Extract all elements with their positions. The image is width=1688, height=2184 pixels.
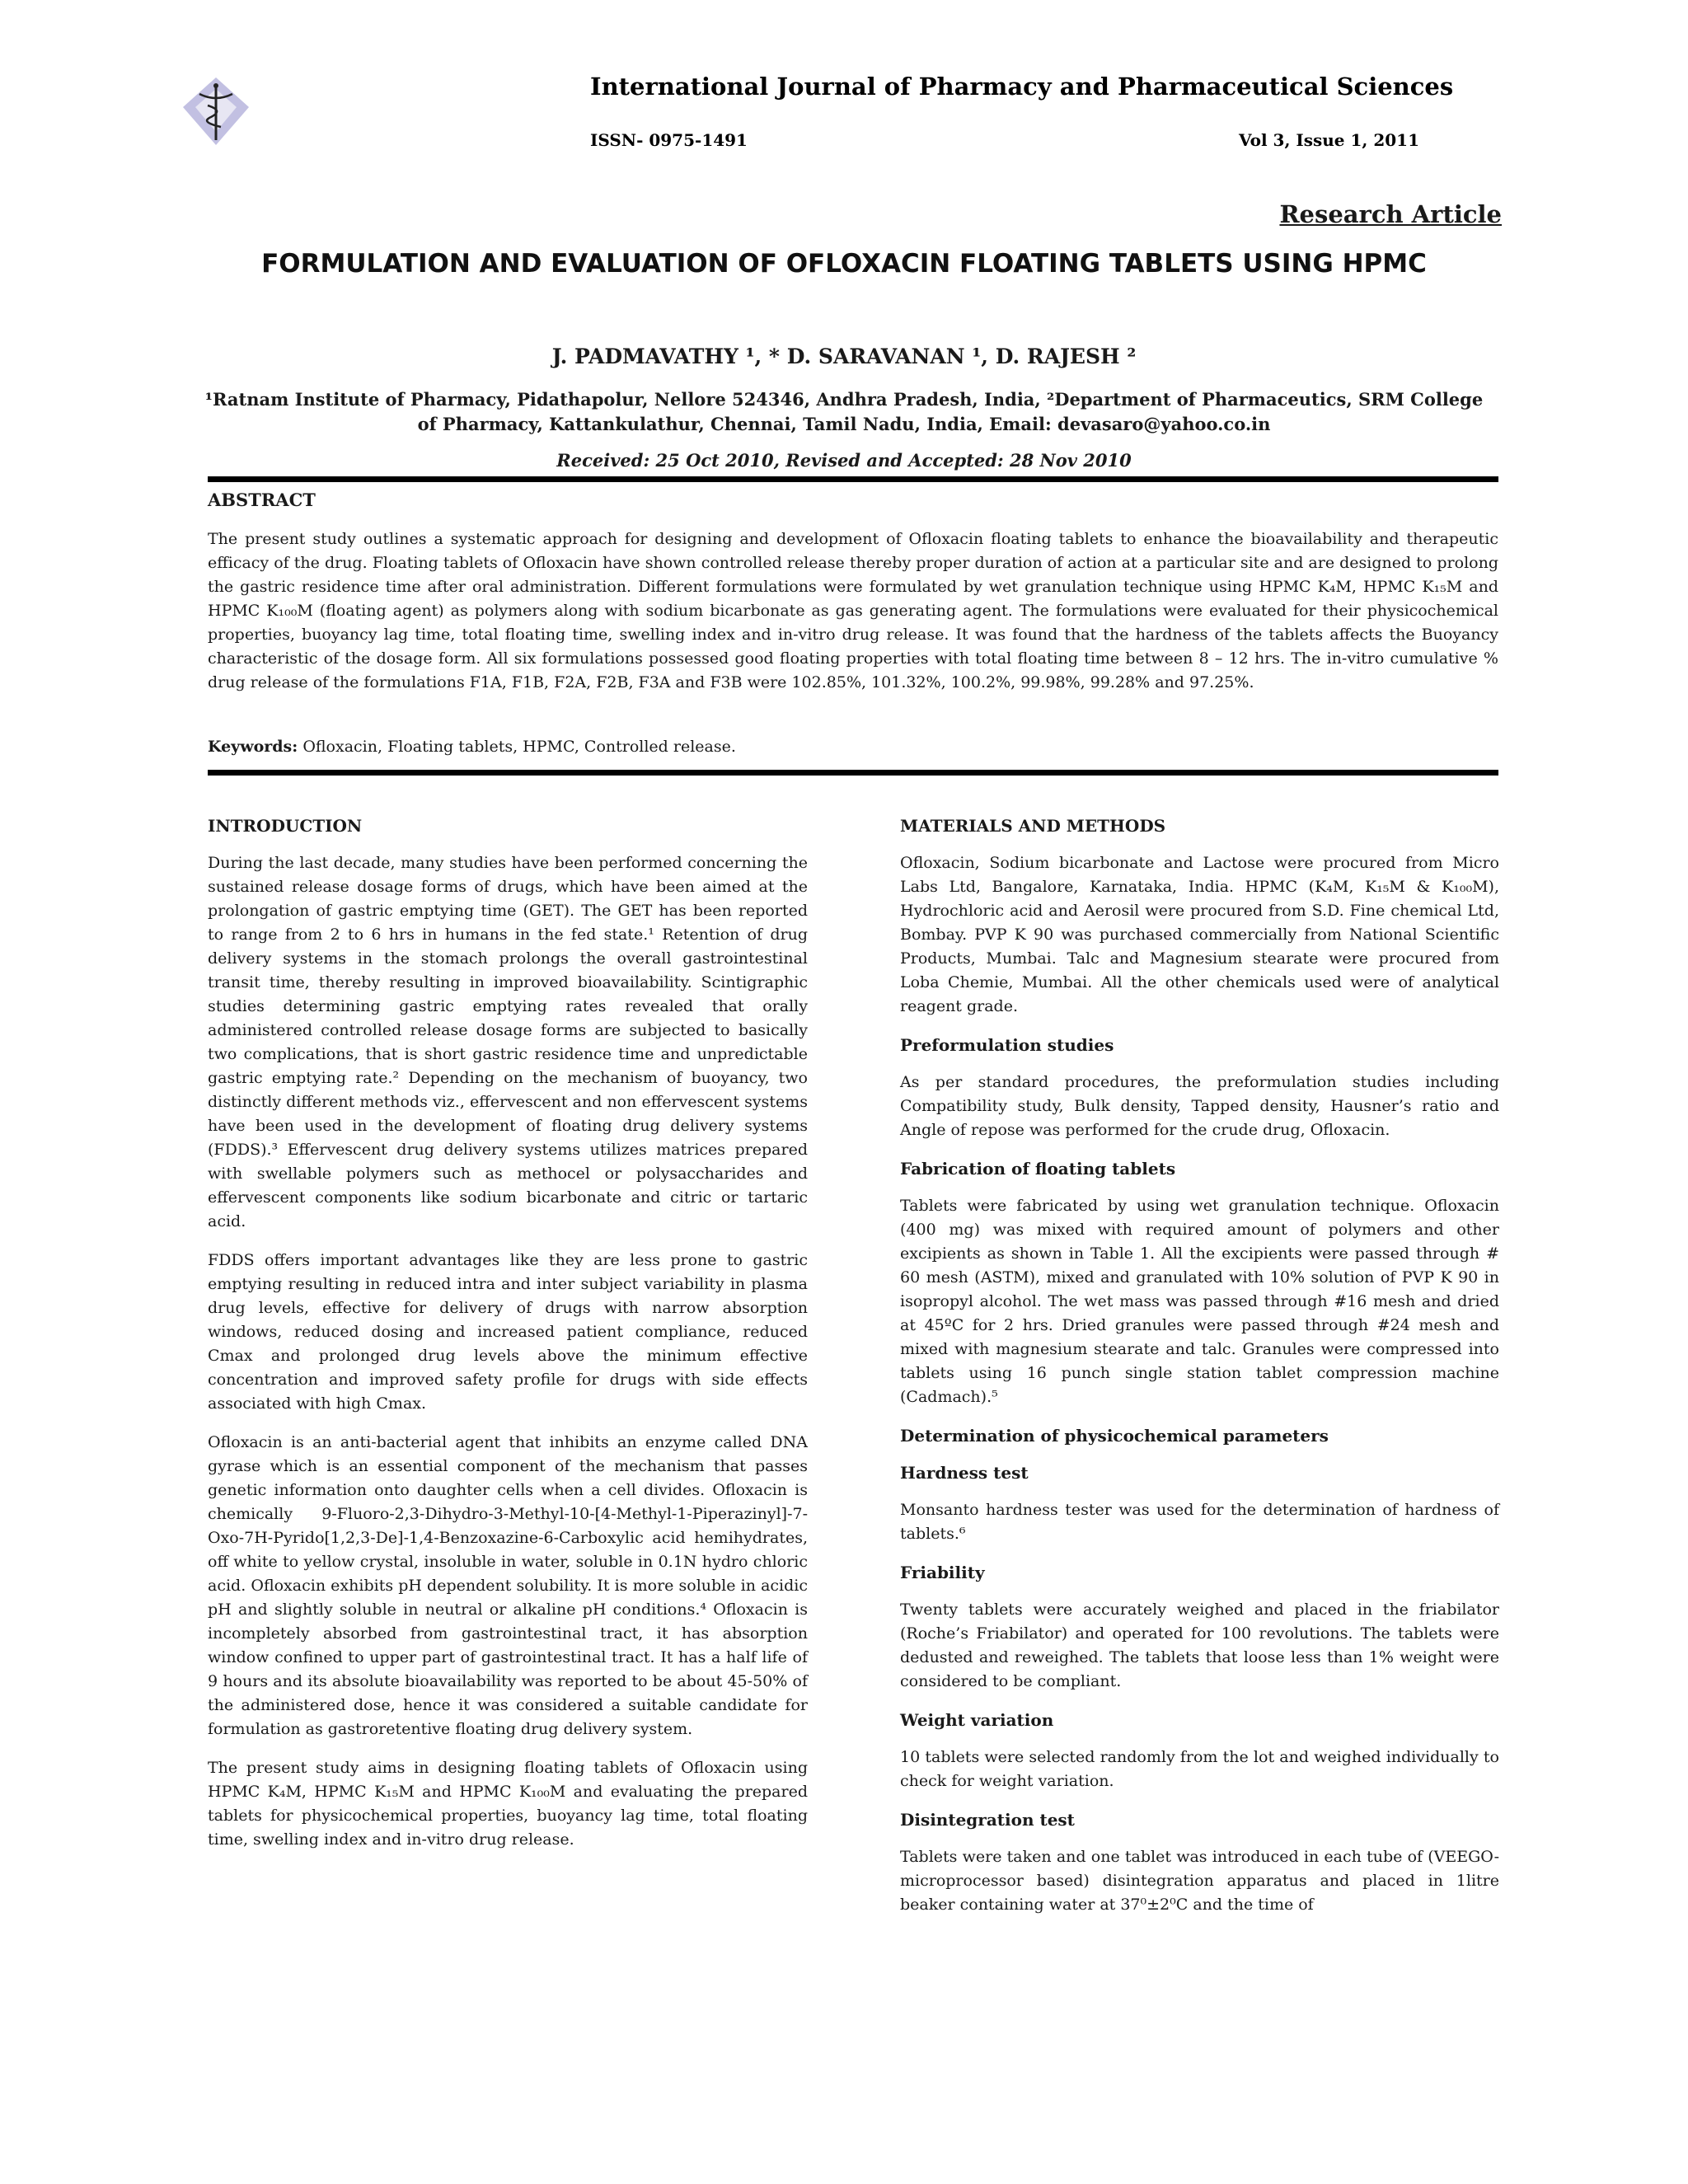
divider-bottom bbox=[208, 770, 1498, 776]
fabrication-heading: Fabrication of floating tablets bbox=[900, 1159, 1176, 1179]
issn: ISSN- 0975-1491 bbox=[590, 130, 748, 150]
fabrication-paragraph: Tablets were fabricated by using wet granulation technique. Ofloxacin (400 mg) was mixed with required amount of polymers and other excipients as shown in Table 1. All the excipients were passed through # 60 mesh (ASTM), mixed and granulated with 10% solution of PVP K 90 in isopropyl alcohol. The wet mass was passed through #16 mesh and dried at 45ºC for 2 hrs. Dried granules were passed through #24 mesh and mixed with magnesium stearate and talc. Granules were compressed into tablets using 16 punch single station tablet compression machine (Cadmach).⁵ bbox=[900, 1197, 1499, 1406]
introduction-heading: INTRODUCTION bbox=[208, 816, 363, 836]
keywords-label: Keywords: bbox=[208, 738, 298, 756]
preformulation-paragraph: As per standard procedures, the preformulation studies including Compatibility study, Bulk density, Tapped density, Hausner’s ratio and Angle of repose was performed for the crude drug, Ofloxacin. bbox=[900, 1073, 1499, 1139]
friability-paragraph: Twenty tablets were accurately weighed and placed in the friabilator (Roche’s Friabilator) and operated for 100 revolutions. The tablets were dedusted and reweighed. The tablets that loose less than 1% weight were considered to be compliant. bbox=[900, 1601, 1499, 1690]
intro-paragraph-2: FDDS offers important advantages like they are less prone to gastric emptying resulting in reduced intra and inter subject variability in plasma drug levels, effective for delivery of drugs with narrow absorption windows, reduced dosing and increased patient compliance, reduced Cmax and prolonged drug levels above the minimum effective concentration and improved safety profile for drugs with side effects associated with high Cmax. bbox=[208, 1251, 808, 1413]
hardness-heading: Hardness test bbox=[900, 1463, 1029, 1483]
intro-paragraph-3: Ofloxacin is an anti-bacterial agent that inhibits an enzyme called DNA gyrase which is an essential component of the mechanism that passes genetic information onto daughter cells when a cell divides. Ofloxacin is chemically 9-Fluoro-2,3-Dihydro-3-Methyl-10-[4-Methyl-1-Piperazinyl]-7-Oxo-7H-Pyrido[1,2,3-De]-1,4-Benzoxazine-6-Carboxylic acid hemihydrates, off white to yellow crystal, insoluble in water, soluble in 0.1N hydro chloric acid. Ofloxacin exhibits pH dependent solubility. It is more soluble in acidic pH and slightly soluble in neutral or alkaline pH conditions.⁴ Ofloxacin is incompletely absorbed from gastrointestinal tract, it has absorption window confined to upper part of gastrointestinal tract. It has a half life of 9 hours and its absolute bioavailability was reported to be about 45-50% of the administered dose, hence it was considered a suitable candidate for formulation as gastroretentive floating drug delivery system. bbox=[208, 1433, 808, 1738]
materials-paragraph: Ofloxacin, Sodium bicarbonate and Lactose were procured from Micro Labs Ltd, Bangalore, Karnataka, India. HPMC (K₄M, K₁₅M & K₁₀₀M), Hydrochloric acid and Aerosil were procured from S.D. Fine chemical Ltd, Bombay. PVP K 90 was purchased commercially from National Scientific Products, Mumbai. Talc and Magnesium stearate were procured from Loba Chemie, Mumbai. All the other chemicals used were of analytical reagent grade. bbox=[900, 854, 1499, 1015]
methods-heading: MATERIALS AND METHODS bbox=[900, 816, 1166, 836]
keywords-list: Ofloxacin, Floating tablets, HPMC, Controlled release. bbox=[302, 738, 736, 756]
disintegration-heading: Disintegration test bbox=[900, 1810, 1075, 1830]
intro-paragraph-4: The present study aims in designing floating tablets of Ofloxacin using HPMC K₄M, HPMC K₁₅M and HPMC K₁₀₀M and evaluating the prepared tablets for physicochemical properties, buoyancy lag time, total floating time, swelling index and in-vitro drug release. bbox=[208, 1759, 808, 1849]
journal-title: International Journal of Pharmacy and Pharmaceutical Sciences bbox=[590, 73, 1454, 101]
hardness-paragraph: Monsanto hardness tester was used for the determination of hardness of tablets.⁶ bbox=[900, 1501, 1499, 1543]
journal-logo bbox=[175, 74, 257, 148]
received-dates: Received: 25 Oct 2010, Revised and Accepted: 28 Nov 2010 bbox=[556, 450, 1132, 471]
physicochemical-heading: Determination of physicochemical parameters bbox=[900, 1426, 1329, 1446]
disintegration-paragraph: Tablets were taken and one tablet was introduced in each tube of (VEEGO-microprocessor based) disintegration apparatus and placed in 1litre beaker containing water at 37⁰±2⁰C and the time of bbox=[900, 1848, 1499, 1914]
authors: J. PADMAVATHY ¹, * D. SARAVANAN ¹, D. RAJESH ² bbox=[551, 344, 1137, 368]
right-column bbox=[900, 814, 1499, 1932]
article-title: FORMULATION AND EVALUATION OF OFLOXACIN FLOATING TABLETS USING HPMC bbox=[261, 249, 1427, 279]
article-type: Research Article bbox=[1279, 200, 1502, 228]
keywords bbox=[208, 735, 1498, 759]
divider-top bbox=[208, 476, 1498, 482]
intro-paragraph-1: During the last decade, many studies have been performed concerning the sustained release dosage forms of drugs, which have been aimed at the prolongation of gastric emptying time (GET). The GET has been reported to range from 2 to 6 hrs in humans in the fed state.¹ Retention of drug delivery systems in the stomach prolongs the overall gastrointestinal transit time, thereby resulting in improved bioavailability. Scintigraphic studies determining gastric emptying rates revealed that orally administered controlled release dosage forms are subjected to basically two complications, that is short gastric residence time and unpredictable gastric emptying rate.² Depending on the mechanism of buoyancy, two distinctly different methods viz., effervescent and non effervescent systems have been used in the development of floating drug delivery systems (FDDS).³ Effervescent drug delivery systems utilizes matrices prepared with swellable polymers such as methocel or polysaccharides and effervescent components like sodium bicarbonate and citric or tartaric acid. bbox=[208, 854, 808, 1230]
preformulation-heading: Preformulation studies bbox=[900, 1035, 1114, 1055]
abstract-text: The present study outlines a systematic approach for designing and development of Ofloxacin floating tablets to enhance the bioavailability and therapeutic efficacy of the drug. Floating tablets of Ofloxacin have shown controlled release thereby proper duration of action at a particular site and are designed to prolong the gastric residence time after oral administration. Different formulations were formulated by wet granulation technique using HPMC K₄M, HPMC K₁₅M and HPMC K₁₀₀M (floating agent) as polymers along with sodium bicarbonate as gas generating agent. The formulations were evaluated for their physicochemical properties, buoyancy lag time, total floating time, swelling index and in-vitro drug release. It was found that the hardness of the tablets affects the Buoyancy characteristic of the dosage form. All six formulations possessed good floating properties with total floating time between 8 – 12 hrs. The in-vitro cumulative % drug release of the formulations F1A, F1B, F2A, F2B, F3A and F3B were 102.85%, 101.32%, 100.2%, 99.98%, 99.28% and 97.25%. bbox=[208, 530, 1498, 691]
weight-variation-paragraph: 10 tablets were selected randomly from the lot and weighed individually to check for weight variation. bbox=[900, 1748, 1499, 1790]
weight-variation-heading: Weight variation bbox=[900, 1710, 1054, 1730]
left-column bbox=[208, 814, 808, 1867]
affiliation: ¹Ratnam Institute of Pharmacy, Pidathapolur, Nellore 524346, Andhra Pradesh, India, ²Department of Pharmaceutics, SRM College of Pharmacy, Kattankulathur, Chennai, Tamil Nadu, India, Email: devasaro@yahoo.co.in bbox=[204, 389, 1484, 434]
abstract-heading: ABSTRACT bbox=[208, 490, 316, 510]
friability-heading: Friability bbox=[900, 1563, 985, 1582]
volume-issue: Vol 3, Issue 1, 2011 bbox=[1238, 130, 1419, 150]
